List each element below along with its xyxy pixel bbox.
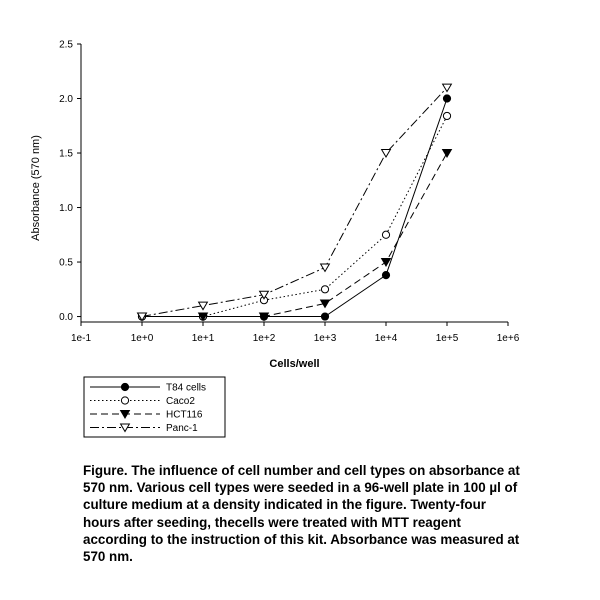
data-point [321,286,328,293]
y-tick-label: 2.0 [59,94,73,106]
series-t84-cells [138,95,450,320]
series-caco2 [138,112,450,320]
data-point [382,231,389,238]
data-point [321,264,330,271]
y-axis-title: Absorbance (570 nm) [30,135,42,241]
legend-marker [121,397,128,404]
legend-label: T84 cells [166,382,207,394]
x-tick-label: 1e+4 [374,333,398,344]
series-hct116 [138,149,452,320]
y-tick-label: 0.0 [59,312,73,324]
series-line [142,116,447,317]
data-point [382,149,391,156]
x-tick-label: 1e+5 [435,333,459,344]
x-tick-label: 1e-1 [70,333,92,344]
series-line [142,99,447,317]
series-layer [138,84,452,320]
data-point [443,95,450,102]
figure-caption: Figure. The influence of cell number and cell types on absorbance at 570 nm. Various cell types were seeded in a 96-well plate in 100 µl of culture medium at a density indicated in the figure. Twenty-four hours after seeding, thecells were treated with MTT reagent according to the instruction of this kit. Absorbance was measured at 570 nm. [83,463,520,565]
data-point [321,313,328,320]
x-tick-label: 1e+6 [496,333,520,344]
data-point [443,112,450,119]
legend-marker [121,383,128,390]
y-tick-label: 1.5 [59,148,73,160]
x-tick-label: 1e+1 [191,333,215,344]
y-tick-label: 1.0 [59,203,73,215]
legend-label: Caco2 [166,396,195,407]
x-axis-title: Cells/well [269,358,320,370]
legend-label: HCT116 [166,409,203,421]
x-tick-label: 1e+2 [252,333,276,344]
legend-label: Panc-1 [166,423,198,434]
series-panc-1 [138,84,452,320]
y-tick-label: 2.5 [59,39,73,51]
series-line [142,88,447,317]
y-tick-label: 0.5 [59,257,73,269]
data-point [443,84,452,91]
x-tick-label: 1e+3 [313,333,337,344]
legend [84,377,225,437]
data-point [382,272,389,279]
data-point [443,149,452,156]
series-line [142,153,447,317]
x-tick-label: 1e+0 [130,333,154,344]
